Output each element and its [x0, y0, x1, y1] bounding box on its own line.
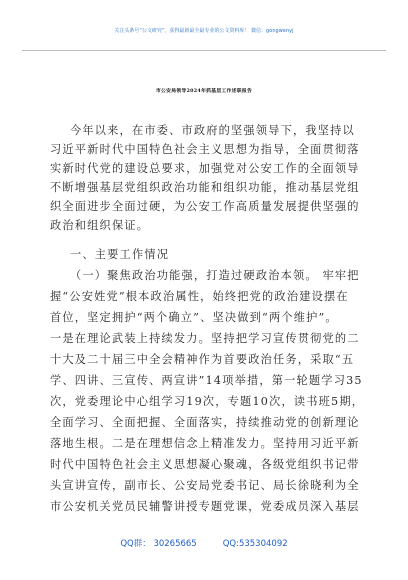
body-line: 政治和组织保证。: [50, 219, 150, 232]
body-line: 握“公安姓党”根本政治属性，始终把党的政治建设摆在: [50, 290, 349, 303]
body-line: 次，党委理论中心组学习19次，专题10次，读书班5期，: [50, 395, 365, 408]
header-banner: [0, 0, 408, 66]
document-title: 市公安局领导2024年抓基层工作述职报告: [155, 88, 253, 94]
body-line: 头宣讲宣传，副市长、公安局党委书记、局长徐晓利为全: [50, 479, 360, 492]
body-line: 今年以来，在市委、市政府的坚强领导下，我坚持以: [70, 124, 355, 137]
body-line: 全面学习、全面把握、全面落实，持续推动党的创新理论: [50, 416, 360, 429]
body-line: 学、四讲、三宣传、两宣讲”14项举措，第一轮题学习35: [50, 374, 363, 387]
body-line: 首位，坚定拥护“两个确立”、坚决做到“两个维护”。: [50, 311, 338, 324]
body-line: 落地生根。二是在理想信念上精准发力。坚持用习近平新: [50, 437, 360, 450]
body-line: 不断增强基层党组织政治功能和组织功能，推动基层党组: [50, 181, 360, 194]
body-line: 实新时代党的建设总要求，加强党对公安工作的全面领导: [50, 162, 360, 175]
body-line: 市公安机关党员民辅警讲授专题党课，党委成员深入基层: [50, 500, 360, 513]
header-notice: 关注头条号“公文研究”，获得最新最全最专业的公文资料库！ 微信：gongwenyj: [114, 28, 294, 34]
body-line: 习近平新时代中国特色社会主义思想为指导，全面贯彻落: [50, 143, 360, 156]
footer-contact: [0, 537, 408, 549]
body-line: 一是在理论武装上持续发力。坚持把学习宣传贯彻党的二: [50, 332, 360, 345]
footer-qq-group: QQ群： 30265665: [120, 539, 197, 549]
body-line: 织全面进步全面过硬，为公安工作高质量发展提供坚强的: [50, 200, 360, 213]
section-heading: 一、主要工作情况: [70, 248, 170, 261]
body-line: 十大及二十届三中全会精神作为首要政治任务，采取“五: [50, 353, 355, 366]
body-line: （一）聚焦政治功能强，打造过硬政治本领。 牢牢把: [70, 269, 360, 282]
footer-qq-number: QQ:535304092: [222, 539, 288, 549]
header-divider: [22, 50, 386, 51]
body-line: 时代中国特色社会主义思想凝心聚魂，各级党组织书记带: [50, 458, 360, 471]
